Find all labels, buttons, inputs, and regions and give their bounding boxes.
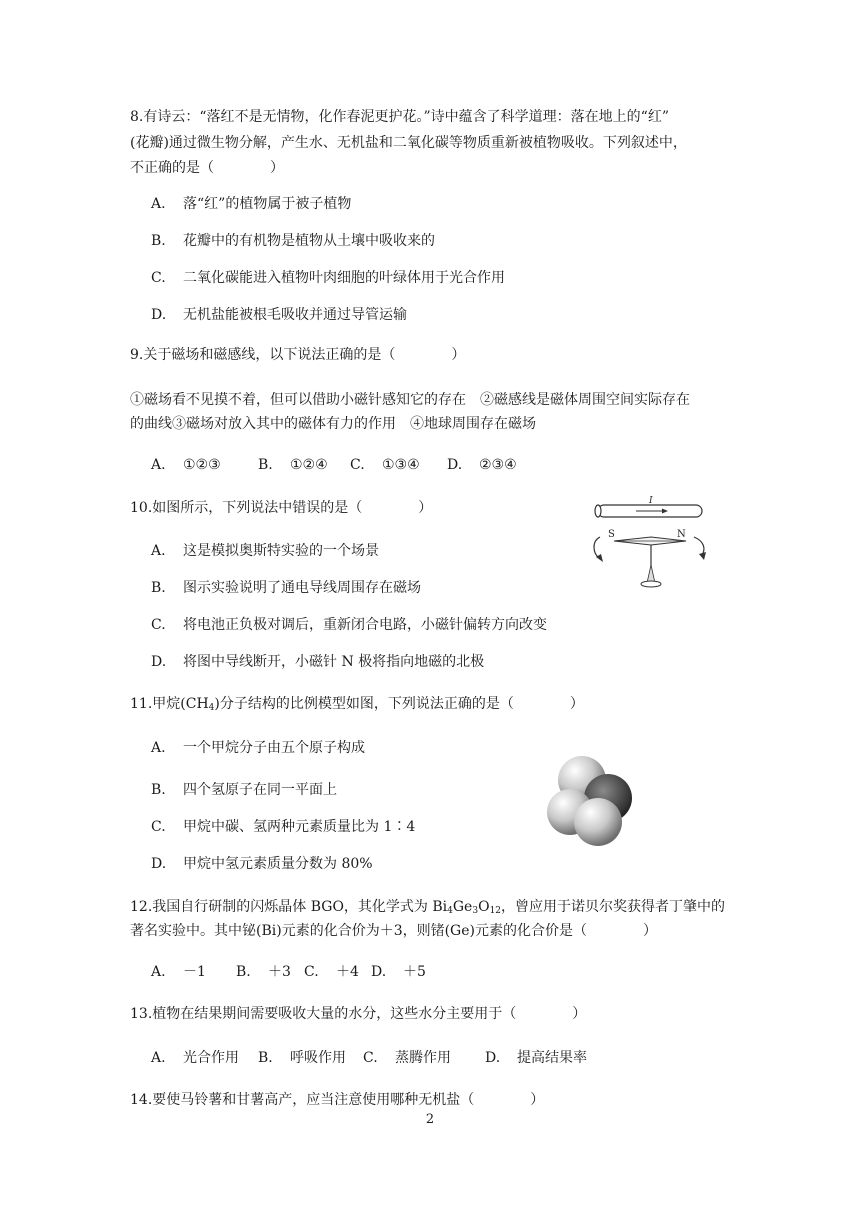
q10-option-a bbox=[151, 541, 379, 561]
q8-stem-line3: 不正确的是（ ） bbox=[130, 160, 284, 176]
q9-option-d bbox=[447, 455, 517, 475]
option-text: 四个氢原子在同一平面上 bbox=[183, 782, 337, 798]
q9-option-a bbox=[151, 455, 258, 475]
south-pole-label: S bbox=[608, 529, 615, 540]
q8-option-d bbox=[151, 305, 407, 325]
q12-option-a bbox=[151, 962, 236, 982]
option-label: B. bbox=[258, 1050, 273, 1066]
q10-option-c bbox=[151, 615, 547, 635]
q13-option-a bbox=[151, 1048, 258, 1068]
option-text: 花瓣中的有机物是植物从土壤中吸收来的 bbox=[183, 233, 435, 249]
option-label: D. bbox=[151, 654, 167, 670]
option-text: 将图中导线断开，小磁针 N 极将指向地磁的北极 bbox=[183, 654, 485, 670]
wire-end-icon bbox=[595, 505, 601, 517]
formula-element: O bbox=[478, 899, 490, 915]
option-label: A. bbox=[151, 457, 166, 473]
q13-option-d bbox=[485, 1048, 587, 1068]
q12-option-d bbox=[371, 962, 426, 982]
formula-subscript: 3 bbox=[472, 906, 479, 916]
q9-option-c bbox=[350, 455, 447, 475]
option-label: C. bbox=[151, 819, 166, 835]
q10-option-d bbox=[151, 652, 484, 672]
option-text: 呼吸作用 bbox=[290, 1050, 346, 1066]
option-label: B. bbox=[236, 964, 251, 980]
option-text: ①②③ bbox=[183, 457, 221, 473]
right-rotation-arrow-icon bbox=[694, 537, 704, 555]
option-text: ②③④ bbox=[479, 457, 517, 473]
q8-stem-line2: (花瓣)通过微生物分解，产生水、无机盐和二氧化碳等物质重新被植物吸收。下列叙述中， bbox=[130, 135, 687, 151]
q8-option-c bbox=[151, 268, 505, 288]
option-label: A. bbox=[151, 543, 166, 559]
q11-option-d bbox=[151, 854, 373, 874]
option-text: 光合作用 bbox=[183, 1050, 239, 1066]
q9-stem: 9.关于磁场和磁感线，以下说法正确的是（ ） bbox=[130, 347, 466, 363]
option-text: 一个甲烷分子由五个原子构成 bbox=[183, 740, 365, 756]
option-text: 落“红”的植物属于被子植物 bbox=[183, 196, 352, 212]
q10-stem: 10.如图所示，下列说法中错误的是（ ） bbox=[130, 500, 433, 516]
option-text: 蒸腾作用 bbox=[395, 1050, 451, 1066]
formula-subscript: 4 bbox=[447, 906, 453, 916]
stand-foot-icon bbox=[641, 581, 661, 587]
q14-stem: 14.要使马铃薯和甘薯高产，应当注意使用哪种无机盐（ ） bbox=[130, 1092, 545, 1108]
option-label: C. bbox=[363, 1050, 378, 1066]
formula-element: Ge bbox=[452, 899, 473, 915]
q11-option-c bbox=[151, 817, 415, 837]
q8-option-b bbox=[151, 231, 435, 251]
q11-stem-pre: 11.甲烷(CH bbox=[130, 696, 209, 712]
option-label: B. bbox=[151, 580, 166, 596]
option-text: ①③④ bbox=[382, 457, 420, 473]
q8-stem-line1: 8.有诗云：“落红不是无情物，化作春泥更护花。”诗中蕴含了科学道理：落在地上的“红” bbox=[130, 109, 669, 125]
q12-options-row bbox=[151, 962, 426, 982]
option-label: D. bbox=[151, 307, 167, 323]
option-text: 甲烷中氢元素质量分数为 80% bbox=[183, 856, 373, 872]
option-text: －1 bbox=[183, 964, 206, 980]
option-text: ＋4 bbox=[336, 964, 359, 980]
q9-desc-line2: 的曲线③磁场对放入其中的磁体有力的作用 ④地球周围存在磁场 bbox=[130, 416, 536, 432]
stand-base-icon bbox=[647, 565, 655, 583]
formula-subscript: 12 bbox=[489, 906, 502, 916]
hydrogen-atom-icon bbox=[574, 798, 622, 846]
option-label: D. bbox=[485, 1050, 501, 1066]
q9-option-b bbox=[258, 455, 350, 475]
q12-option-b bbox=[236, 962, 304, 982]
north-pole-label: N bbox=[677, 529, 686, 540]
q11-option-b bbox=[151, 780, 337, 800]
option-label: C. bbox=[151, 617, 166, 633]
q11-stem bbox=[130, 694, 584, 718]
arrowhead-icon bbox=[699, 552, 706, 560]
option-label: A. bbox=[151, 196, 166, 212]
option-label: A. bbox=[151, 740, 166, 756]
q10-option-b bbox=[151, 578, 421, 598]
q13-stem: 13.植物在结果期间需要吸收大量的水分，这些水分主要用于（ ） bbox=[130, 1006, 587, 1022]
q13-options-row bbox=[151, 1048, 587, 1068]
option-label: C. bbox=[350, 457, 365, 473]
option-label: A. bbox=[151, 964, 166, 980]
option-label: A. bbox=[151, 1050, 166, 1066]
option-label: C. bbox=[304, 964, 319, 980]
option-label: D. bbox=[151, 856, 167, 872]
q12-option-c bbox=[304, 962, 371, 982]
q11-stem-post: )分子结构的比例模型如图，下列说法正确的是（ ） bbox=[214, 696, 584, 712]
option-text: 图示实验说明了通电导线周围存在磁场 bbox=[183, 580, 421, 596]
q11-option-a bbox=[151, 738, 365, 758]
q9-options-row bbox=[151, 455, 517, 475]
option-label: D. bbox=[371, 964, 387, 980]
option-text: 甲烷中碳、氢两种元素质量比为 1∶4 bbox=[183, 819, 416, 835]
option-label: B. bbox=[258, 457, 273, 473]
q13-option-b bbox=[258, 1048, 363, 1068]
option-text: 提高结果率 bbox=[517, 1050, 587, 1066]
option-label: D. bbox=[447, 457, 463, 473]
q12-stem-post: ，曾应用于诺贝尔奖获得者丁肇中的 bbox=[501, 899, 726, 915]
q12-stem-line1 bbox=[130, 897, 725, 921]
oersted-experiment-figure bbox=[586, 493, 714, 593]
q12-stem-line2: 著名实验中。其中铋(Bi)元素的化合价为＋3，则锗(Ge)元素的化合价是（ ） bbox=[130, 923, 657, 939]
option-label: C. bbox=[151, 270, 166, 286]
methane-model-figure bbox=[546, 752, 640, 848]
q9-desc-line1: ①磁场看不见摸不着，但可以借助小磁针感知它的存在 ②磁感线是磁体周围空间实际存在 bbox=[130, 392, 690, 408]
q12-stem-pre: 12.我国自行研制的闪烁晶体 BGO，其化学式为 Bi bbox=[130, 899, 448, 915]
option-text: ＋3 bbox=[268, 964, 291, 980]
option-text: 二氧化碳能进入植物叶肉细胞的叶绿体用于光合作用 bbox=[183, 270, 505, 286]
option-label: B. bbox=[151, 233, 166, 249]
q8-option-a bbox=[151, 194, 351, 214]
current-label: I bbox=[649, 496, 653, 506]
q13-option-c bbox=[363, 1048, 485, 1068]
option-text: ＋5 bbox=[403, 964, 426, 980]
page-number: 2 bbox=[425, 1112, 435, 1127]
q11-stem-subscript: 4 bbox=[208, 703, 215, 713]
option-text: ①②④ bbox=[290, 457, 328, 473]
option-text: 这是模拟奥斯特实验的一个场景 bbox=[183, 543, 379, 559]
option-label: B. bbox=[151, 782, 166, 798]
option-text: 无机盐能被根毛吸收并通过导管运输 bbox=[183, 307, 407, 323]
option-text: 将电池正负极对调后，重新闭合电路，小磁针偏转方向改变 bbox=[183, 617, 547, 633]
